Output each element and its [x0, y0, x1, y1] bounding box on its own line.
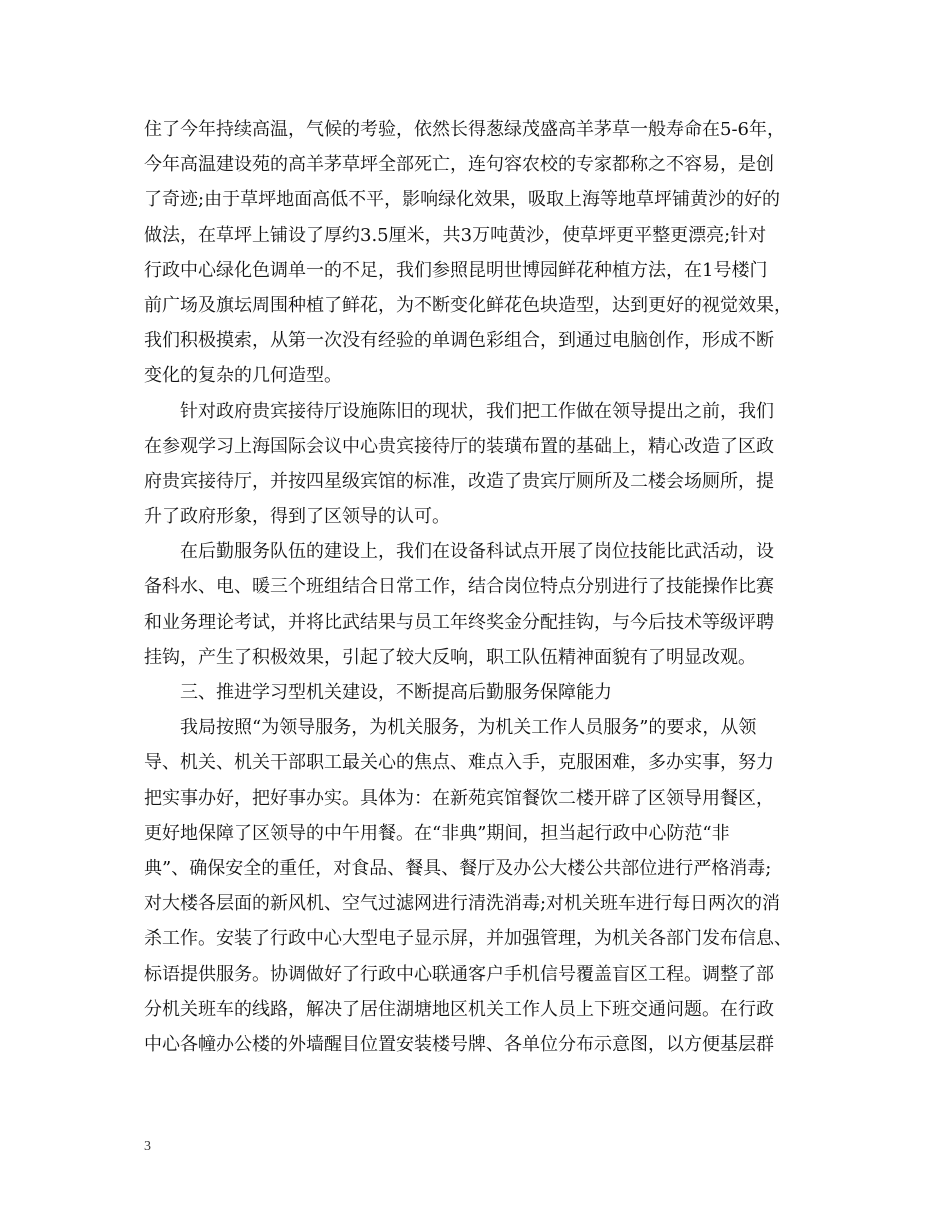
paragraph-start-line: 在后勤服务队伍的建设上，我们在设备科试点开展了岗位技能比武活动，设 [180, 541, 774, 563]
text-line: 分机关班车的线路，解决了居住湖塘地区机关工作人员上下班交通问题。在行政 [144, 998, 774, 1020]
text-line: 标语提供服务。协调做好了行政中心联通客户手机信号覆盖盲区工程。调整了部 [144, 963, 774, 985]
text-line: 对大楼各层面的新风机、空气过滤网进行清洗消毒;对机关班车进行每日两次的消 [144, 893, 781, 915]
text-line: 了奇迹;由于草坪地面高低不平，影响绿化效果，吸取上海等地草坪铺黄沙的好的 [144, 189, 781, 211]
text-line: 行政中心绿化色调单一的不足，我们参照昆明世博园鲜花种植方法，在1号楼门 [144, 259, 768, 281]
paragraph-start-line: 针对政府贵宾接待厅设施陈旧的现状，我们把工作做在领导提出之前，我们 [180, 400, 774, 422]
text-line: 做法，在草坪上铺设了厚约3.5厘米，共3万吨黄沙，使草坪更平整更漂亮;针对 [144, 224, 767, 246]
text-line: 挂钩，产生了积极效果，引起了较大反响，职工队伍精神面貌有了明显改观。 [144, 646, 756, 668]
text-line: 府贵宾接待厅，并按四星级宾馆的标准，改造了贵宾厅厕所及二楼会场厕所，提 [144, 470, 774, 492]
text-line: 更好地保障了区领导的中午用餐。在“非典”期间，担当起行政中心防范“非 [144, 822, 730, 844]
text-line: 今年高温建设苑的高羊茅草坪全部死亡，连句容农校的专家都称之不容易，是创 [144, 154, 774, 176]
text-line: 备科水、电、暖三个班组结合日常工作，结合岗位特点分别进行了技能操作比赛 [144, 576, 774, 598]
paragraph-start-line: 我局按照“为领导服务，为机关服务，为机关工作人员服务”的要求，从领 [180, 717, 757, 739]
text-line: 杀工作。安装了行政中心大型电子显示屏，并加强管理，为机关各部门发布信息、 [144, 928, 792, 950]
text-line: 变化的复杂的几何造型。 [144, 365, 342, 387]
text-line: 前广场及旗坛周围种植了鲜花，为不断变化鲜花色块造型，达到更好的视觉效果， [144, 294, 792, 316]
text-line: 住了今年持续高温，气候的考验，依然长得葱绿茂盛高羊茅草一般寿命在5-6年， [144, 119, 785, 140]
text-line: 在参观学习上海国际会议中心贵宾接待厅的装璜布置的基础上，精心改造了区政 [144, 435, 774, 457]
page-number: 3 [144, 1139, 151, 1154]
text-line: 和业务理论考试，并将比武结果与员工年终奖金分配挂钩，与今后技术等级评聘 [144, 611, 774, 633]
section-heading: 三、推进学习型机关建设，不断提高后勤服务保障能力 [180, 682, 612, 703]
text-line: 我们积极摸索，从第一次没有经验的单调色彩组合，到通过电脑创作，形成不断 [144, 330, 774, 352]
text-line: 导、机关、机关干部职工最关心的焦点、难点入手，克服困难，多办实事，努力 [144, 752, 774, 774]
text-line: 把实事办好，把好事办实。具体为：在新苑宾馆餐饮二楼开辟了区领导用餐区， [144, 787, 774, 809]
text-line: 升了政府形象，得到了区领导的认可。 [144, 506, 450, 528]
text-line: 典”、确保安全的重任，对食品、餐具、餐厅及办公大楼公共部位进行严格消毒; [144, 857, 772, 879]
text-line: 中心各幢办公楼的外墙醒目位置安装楼号牌、各单位分布示意图，以方便基层群 [144, 1033, 774, 1055]
body-text [144, 112, 812, 1062]
